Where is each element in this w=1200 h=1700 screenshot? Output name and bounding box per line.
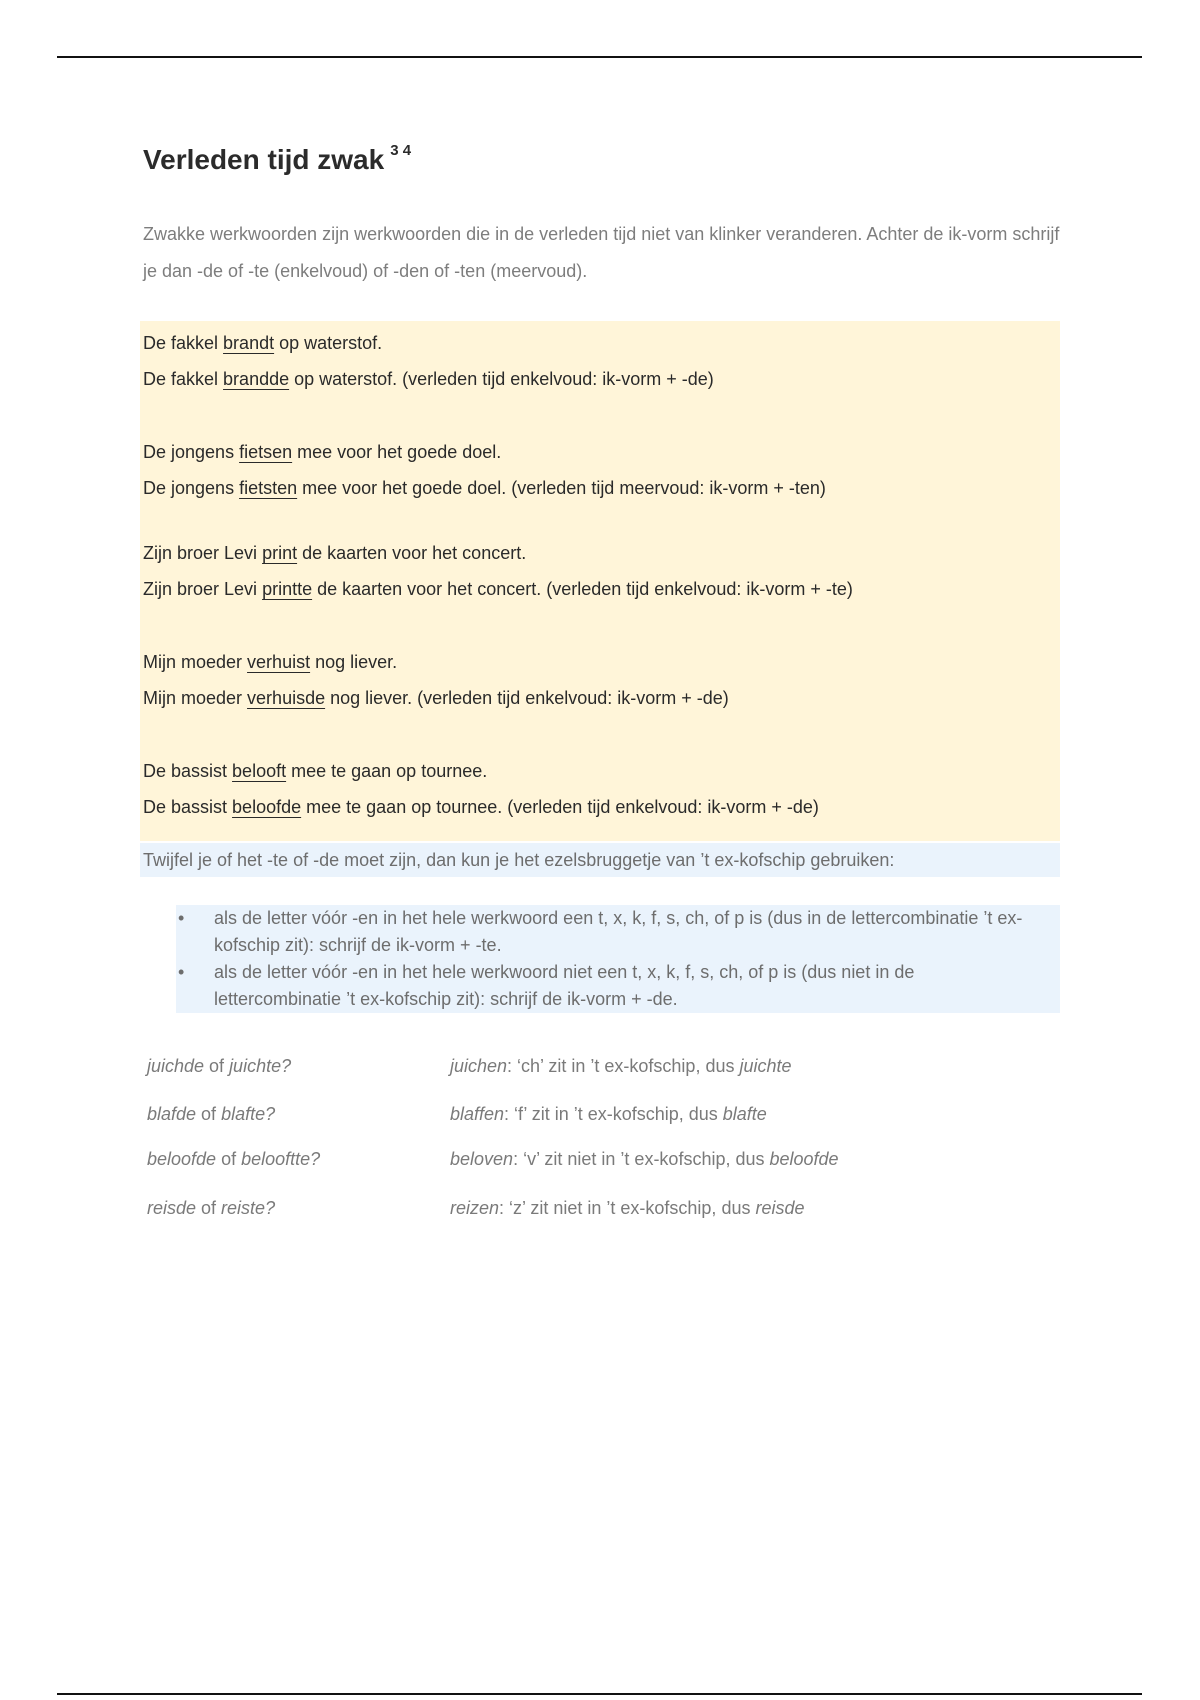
page-title [143, 142, 411, 176]
verb: beloofde [232, 797, 302, 817]
rules-list [176, 905, 1060, 1013]
verb: fietsten [239, 478, 298, 498]
verb: verhuisde [247, 688, 326, 708]
intro-paragraph: Zwakke werkwoorden zijn werkwoorden die in de verleden tijd niet van klinker veranderen. Achter de ik-vorm schrijf je dan -de of -te (enkelvoud) of -den of -ten (meervoud). [143, 224, 1060, 281]
example-line: De jongens fietsen mee voor het goede doel. [143, 442, 502, 462]
example-line: De fakkel brandde op waterstof. (verleden tijd enkelvoud: ik-vorm + -de) [143, 369, 714, 389]
infinitive: beloven [450, 1149, 514, 1169]
answer: beloven: ‘v’ zit niet in ’t ex-kofschip, dus beloofde [450, 1149, 839, 1169]
example-line: De fakkel brandt op waterstof. [143, 333, 383, 353]
question: reisde of reiste? [147, 1198, 276, 1218]
result: blafte [722, 1104, 767, 1124]
title-text: Verleden tijd zwak [143, 144, 385, 175]
result: reisde [755, 1198, 805, 1218]
example-line: Mijn moeder verhuisde nog liever. (verleden tijd enkelvoud: ik-vorm + -de) [143, 688, 729, 708]
top-rule [57, 56, 1142, 58]
verb: belooft [232, 761, 287, 781]
example-line: Zijn broer Levi printte de kaarten voor het concert. (verleden tijd enkelvoud: ik-vorm + -te) [143, 579, 853, 599]
infinitive: reizen [450, 1198, 500, 1218]
result: juichte [739, 1056, 792, 1076]
answer: blaffen: ‘f’ zit in ’t ex-kofschip, dus blafte [450, 1104, 767, 1124]
list-item [176, 905, 1036, 959]
infinitive: juichen [450, 1056, 508, 1076]
question: beloofde of belooftte? [147, 1149, 321, 1169]
example-line: Zijn broer Levi print de kaarten voor het concert. [143, 543, 527, 563]
verb: brandde [223, 369, 290, 389]
example-line: De jongens fietsten mee voor het goede doel. (verleden tijd meervoud: ik-vorm + -ten) [143, 478, 826, 498]
answer: juichen: ‘ch’ zit in ’t ex-kofschip, dus juichte [450, 1056, 792, 1076]
bottom-rule [57, 1693, 1142, 1695]
bullet-icon: • [178, 908, 185, 928]
examples-box [140, 321, 1060, 841]
example-line: De bassist beloofde mee te gaan op tournee. (verleden tijd enkelvoud: ik-vorm + -de) [143, 797, 819, 817]
rule-text: als de letter vóór -en in het hele werkwoord een t, x, k, f, s, ch, of p is (dus in de lettercombinatie ’t ex-kofschip zit): schrijf de ik-vorm + -te. [214, 908, 1023, 955]
verb: brandt [223, 333, 275, 353]
list-item [176, 959, 1036, 1013]
hint-text: Twijfel je of het -te of -de moet zijn, dan kun je het ezelsbruggetje van ’t ex-kofschip gebruiken: [143, 850, 895, 870]
question: juichde of juichte? [147, 1056, 292, 1076]
hint-box [140, 843, 1060, 877]
verb: verhuist [247, 652, 311, 672]
bullet-icon: • [178, 962, 185, 982]
infinitive: blaffen [450, 1104, 505, 1124]
answer: reizen: ‘z’ zit niet in ’t ex-kofschip, dus reisde [450, 1198, 805, 1218]
title-footnote-refs: 3 4 [390, 142, 412, 159]
verb: fietsen [239, 442, 293, 462]
question: blafde of blafte? [147, 1104, 276, 1124]
example-line: De bassist belooft mee te gaan op tournee. [143, 761, 488, 781]
example-line: Mijn moeder verhuist nog liever. [143, 652, 398, 672]
rule-text: als de letter vóór -en in het hele werkwoord niet een t, x, k, f, s, ch, of p is (dus niet in de lettercombinatie ’t ex-kofschip zit): schrijf de ik-vorm + -de. [214, 962, 915, 1009]
verb: printte [262, 579, 313, 599]
result: beloofde [769, 1149, 839, 1169]
verb: print [262, 543, 298, 563]
